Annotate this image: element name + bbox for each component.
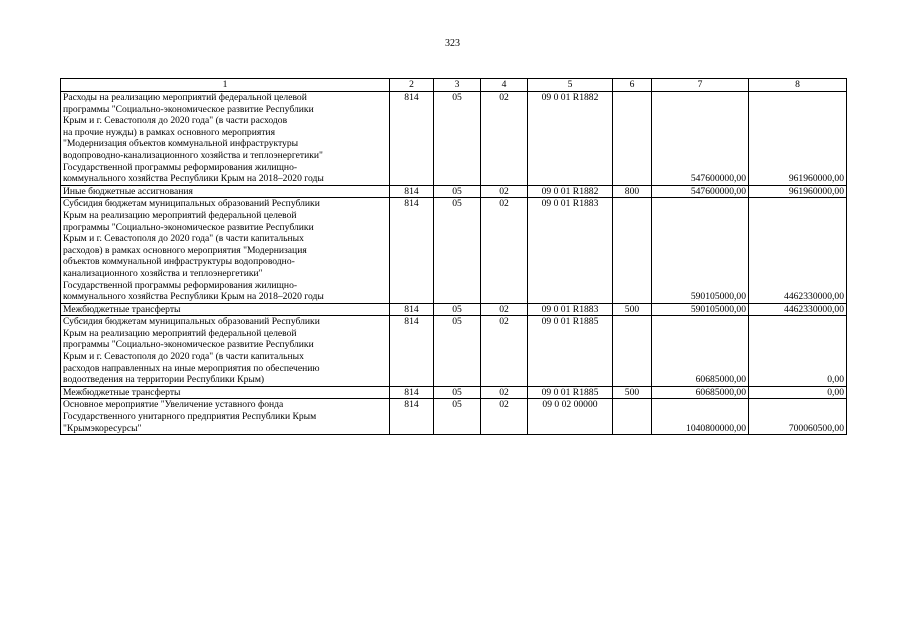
row-name-line: Государственного унитарного предприятия Республики Крым — [63, 411, 317, 423]
target-article-cell: 09 0 01 R1885 — [528, 386, 613, 399]
column-number-row — [61, 79, 847, 92]
section-code-cell: 05 — [434, 185, 481, 198]
row-name-line: Основное мероприятие "Увеличение уставного фонда — [63, 399, 284, 411]
amount-col7-cell: 590105000,00 — [652, 198, 749, 303]
amount-col7-cell: 547600000,00 — [652, 185, 749, 198]
row-name-line: Государственной программы реформирования жилищно- — [63, 279, 298, 291]
row-name-line: Субсидия бюджетам муниципальных образований Республики — [63, 198, 320, 210]
row-name-cell — [61, 316, 390, 387]
amount-col8-cell: 961960000,00 — [749, 92, 847, 186]
amount-col8-cell: 0,00 — [749, 316, 847, 387]
row-name-cell — [61, 303, 390, 316]
target-article-cell: 09 0 02 00000 — [528, 399, 613, 435]
amount-col7-cell: 590105000,00 — [652, 303, 749, 316]
ministry-code-cell: 814 — [390, 198, 434, 303]
table-row — [61, 316, 847, 387]
row-name-line: Субсидия бюджетам муниципальных образований Республики — [63, 316, 320, 328]
row-name-line: Расходы на реализацию мероприятий федеральной целевой — [63, 92, 307, 103]
subsection-code-cell: 02 — [481, 185, 528, 198]
target-article-cell: 09 0 01 R1882 — [528, 185, 613, 198]
amount-col8-cell: 961960000,00 — [749, 185, 847, 198]
ministry-code-cell: 814 — [390, 92, 434, 186]
row-name-line: программы "Социально-экономическое развитие Республики — [63, 339, 314, 351]
expense-type-cell — [613, 399, 652, 435]
row-name-line: Крым и г. Севастополя до 2020 года" (в части капитальных — [63, 233, 304, 245]
ministry-code-cell: 814 — [390, 316, 434, 387]
row-name-line: Государственной программы реформирования жилищно- — [63, 161, 298, 173]
target-article-cell: 09 0 01 R1882 — [528, 92, 613, 186]
row-name-line: объектов коммунальной инфраструктуры водопроводно- — [63, 256, 295, 268]
column-header: 4 — [481, 79, 528, 92]
column-header: 7 — [652, 79, 749, 92]
subsection-code-cell: 02 — [481, 198, 528, 303]
target-article-cell: 09 0 01 R1883 — [528, 303, 613, 316]
expense-type-cell — [613, 92, 652, 186]
row-name-line: расходов) в рамках основного мероприятия "Модернизация — [63, 244, 307, 256]
row-name-line: программы "Социально-экономическое развитие Республики — [63, 221, 314, 233]
column-header: 6 — [613, 79, 652, 92]
row-name-line: коммунального хозяйства Республики Крым на 2018–2020 годы — [63, 291, 324, 303]
page-number: 323 — [445, 38, 460, 49]
target-article-cell: 09 0 01 R1885 — [528, 316, 613, 387]
row-name-line: Межбюджетные трансферты — [63, 386, 181, 398]
section-code-cell: 05 — [434, 92, 481, 186]
amount-col7-cell: 60685000,00 — [652, 386, 749, 399]
amount-col7-cell: 60685000,00 — [652, 316, 749, 387]
table-row — [61, 198, 847, 303]
column-header: 8 — [749, 79, 847, 92]
row-name-line: Крым и г. Севастополя до 2020 года" (в части капитальных — [63, 351, 304, 363]
target-article-cell: 09 0 01 R1883 — [528, 198, 613, 303]
subsection-code-cell: 02 — [481, 386, 528, 399]
table-row — [61, 185, 847, 198]
row-name-cell — [61, 198, 390, 303]
row-name-line: Иные бюджетные ассигнования — [63, 185, 193, 197]
row-name-line: программы "Социально-экономическое развитие Республики — [63, 103, 314, 115]
row-name-line: Крым на реализацию мероприятий федеральной целевой — [63, 209, 297, 221]
amount-col8-cell: 0,00 — [749, 386, 847, 399]
section-code-cell: 05 — [434, 316, 481, 387]
column-header: 2 — [390, 79, 434, 92]
column-header: 3 — [434, 79, 481, 92]
row-name-line: Крым и г. Севастополя до 2020 года" (в части расходов — [63, 115, 288, 127]
section-code-cell: 05 — [434, 386, 481, 399]
amount-col7-cell: 1040800000,00 — [652, 399, 749, 435]
row-name-line: водопроводно-канализационного хозяйства и теплоэнергетики" — [63, 149, 323, 161]
table-row — [61, 399, 847, 435]
expense-type-cell: 800 — [613, 185, 652, 198]
subsection-code-cell: 02 — [481, 316, 528, 387]
row-name-line: "Модернизация объектов коммунальной инфраструктуры — [63, 138, 299, 150]
ministry-code-cell: 814 — [390, 399, 434, 435]
ministry-code-cell: 814 — [390, 386, 434, 399]
row-name-line: "Крымэкоресурсы" — [63, 422, 142, 434]
row-name-line: расходов направленных на иные мероприятия по обеспечению — [63, 362, 320, 374]
row-name-line: на прочие нужды) в рамках основного мероприятия — [63, 126, 275, 138]
amount-col8-cell: 4462330000,00 — [749, 198, 847, 303]
section-code-cell: 05 — [434, 198, 481, 303]
row-name-cell — [61, 92, 390, 186]
amount-col8-cell: 700060500,00 — [749, 399, 847, 435]
expense-type-cell — [613, 316, 652, 387]
column-header: 5 — [528, 79, 613, 92]
expense-type-cell — [613, 198, 652, 303]
row-name-line: канализационного хозяйства и теплоэнергетики" — [63, 267, 263, 279]
subsection-code-cell: 02 — [481, 303, 528, 316]
section-code-cell: 05 — [434, 303, 481, 316]
column-header: 1 — [61, 79, 390, 92]
row-name-line: Межбюджетные трансферты — [63, 303, 181, 315]
ministry-code-cell: 814 — [390, 303, 434, 316]
row-name-cell — [61, 386, 390, 399]
row-name-line: водоотведения на территории Республики Крым) — [63, 374, 265, 386]
section-code-cell: 05 — [434, 399, 481, 435]
table-row — [61, 386, 847, 399]
amount-col7-cell: 547600000,00 — [652, 92, 749, 186]
expense-type-cell: 500 — [613, 386, 652, 399]
subsection-code-cell: 02 — [481, 92, 528, 186]
table-row — [61, 92, 847, 186]
row-name-cell — [61, 399, 390, 435]
amount-col8-cell: 4462330000,00 — [749, 303, 847, 316]
table-row — [61, 303, 847, 316]
row-name-line: коммунального хозяйства Республики Крым на 2018–2020 годы — [63, 173, 324, 185]
budget-table — [60, 78, 847, 435]
expense-type-cell: 500 — [613, 303, 652, 316]
ministry-code-cell: 814 — [390, 185, 434, 198]
row-name-line: Крым на реализацию мероприятий федеральной целевой — [63, 327, 297, 339]
subsection-code-cell: 02 — [481, 399, 528, 435]
row-name-cell — [61, 185, 390, 198]
